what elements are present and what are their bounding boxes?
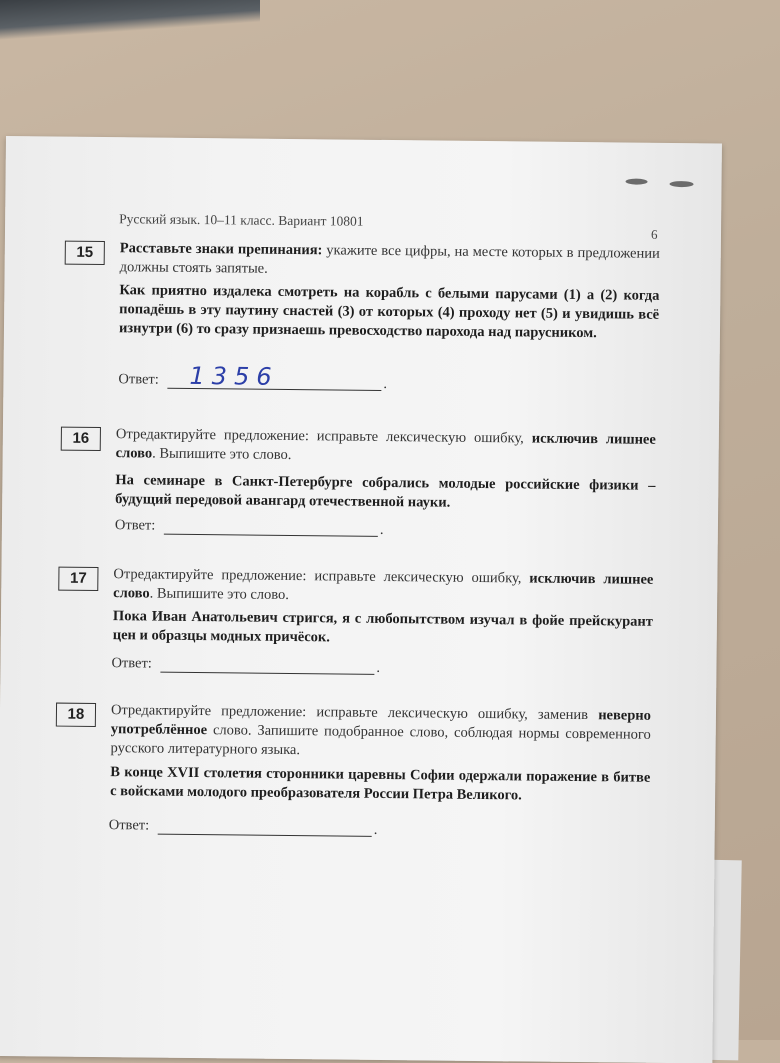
task-instruction: Отредактируйте предложение: исправьте лексическую ошибку, исключив лишнее слово. Выпишите это слово. (115, 426, 656, 464)
task-number: 17 (58, 567, 98, 591)
answer-label: Ответ: (111, 655, 152, 672)
task-sentence: Как приятно издалека смотреть на корабль с белыми парусами (1) а (2) когда попадёшь в эту паутину снастей (3) от которых (4) проходу нет (5) и увидишь всё изнутри (6) то сразу признаешь превосходство парохода над парусником. (118, 282, 660, 342)
task-instruction: Отредактируйте предложение: исправьте лексическую ошибку, исключив лишнее слово. Выпишите это слово. (113, 566, 654, 603)
task-sentence: Пока Иван Анатольевич стригся, я с любопытством изучал в фойе прейскурант цен и образцы модных причёсок. (112, 608, 654, 646)
handwritten-answer: 1356 (189, 361, 279, 391)
task-sentence: На семинаре в Санкт-Петербурге собрались молодые российские физики – будущий передовой авангард отечественной науки. (115, 472, 656, 511)
page-header: Русский язык. 10–11 класс. Вариант 10801 (119, 211, 364, 229)
task-number: 18 (56, 703, 96, 727)
exam-page (0, 136, 722, 1063)
task-instruction: Расставьте знаки препинания: укажите все цифры, на месте которых в предложении должны стоять запятые. (119, 240, 660, 277)
task-number: 15 (65, 241, 105, 265)
desk-object (0, 0, 260, 40)
answer-period: . (379, 521, 384, 538)
answer-field[interactable] (164, 534, 378, 537)
page-number: 6 (650, 226, 658, 242)
answer-label: Ответ: (118, 371, 159, 388)
task-sentence: В конце XVII столетия сторонники царевны Софии одержали поражение в битве с войсками молодого преобразователя России Петра Великого. (110, 764, 651, 804)
punch-holes (625, 176, 695, 191)
answer-label: Ответ: (108, 817, 150, 834)
answer-period: . (376, 659, 381, 676)
answer-period: . (373, 821, 378, 838)
answer-label: Ответ: (114, 517, 156, 534)
task-instruction: Отредактируйте предложение: исправьте лексическую ошибку, заменив неверно употреблённое слово. Запишите подобранное слово, соблюдая нормы современного русского литературного языка. (110, 702, 652, 759)
answer-period: . (383, 375, 388, 393)
answer-field[interactable] (158, 834, 372, 837)
task-number: 16 (61, 427, 101, 451)
answer-field[interactable] (160, 672, 374, 675)
